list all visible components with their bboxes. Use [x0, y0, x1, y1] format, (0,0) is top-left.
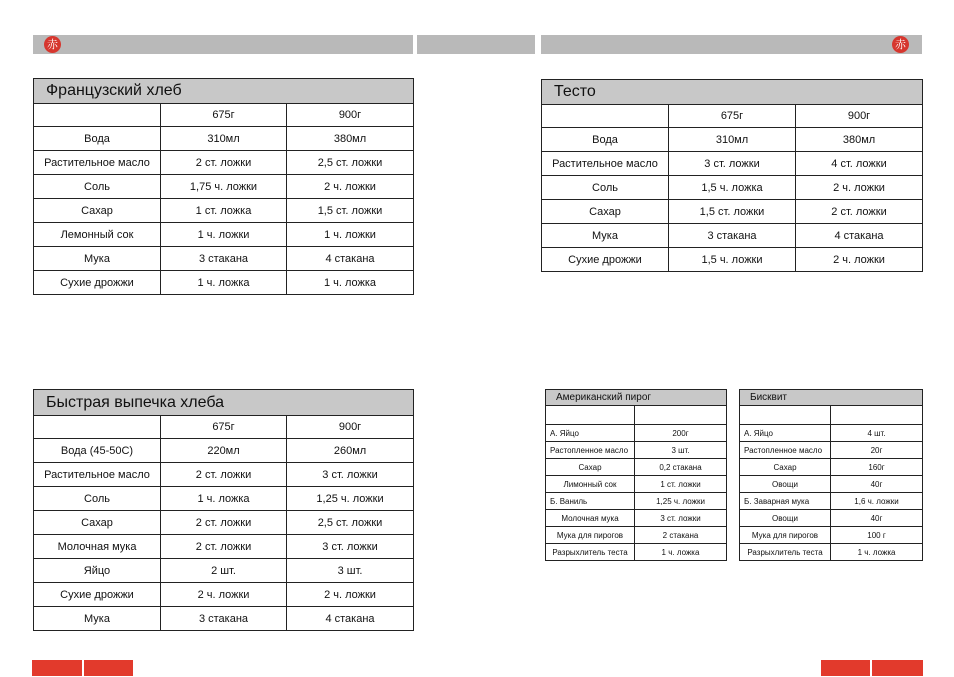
row-value-900: 2,5 ст. ложки	[287, 511, 414, 535]
footer-separator-right	[870, 660, 872, 676]
row-value-675: 3 стакана	[669, 224, 796, 248]
row-value: 40г	[831, 476, 923, 493]
biscuit-table	[739, 389, 923, 561]
row-value-900: 380мл	[796, 128, 923, 152]
row-value-675: 3 стакана	[161, 247, 287, 271]
column-header-900: 900г	[287, 416, 414, 439]
row-label: Молочная мука	[34, 535, 161, 559]
row-label: А. Яйцо	[740, 425, 831, 442]
column-header-675: 675г	[161, 104, 287, 127]
row-label: Б. Заварная мука	[740, 493, 831, 510]
row-value-675: 3 ст. ложки	[669, 152, 796, 176]
row-value: 100 г	[831, 527, 923, 544]
row-value: 1 ст. ложки	[635, 476, 727, 493]
row-label: Мука для пирогов	[740, 527, 831, 544]
row-value-900: 2 ст. ложки	[796, 200, 923, 224]
row-value: 20г	[831, 442, 923, 459]
row-label: Молочная мука	[546, 510, 635, 527]
row-value-675: 2 ст. ложки	[161, 151, 287, 175]
row-label: А. Яйцо	[546, 425, 635, 442]
row-value: 1 ч. ложка	[635, 544, 727, 561]
row-value-900: 4 стакана	[796, 224, 923, 248]
header-cell-empty	[34, 416, 161, 439]
row-value-675: 1 ч. ложки	[161, 223, 287, 247]
row-value-675: 2 ст. ложки	[161, 511, 287, 535]
row-value-675: 1 ст. ложка	[161, 199, 287, 223]
row-value-675: 2 шт.	[161, 559, 287, 583]
row-label: Растительное масло	[542, 152, 669, 176]
row-value-675: 1 ч. ложка	[161, 487, 287, 511]
quick-bread-table	[33, 389, 414, 631]
quick-bread-title: Быстрая выпечка хлеба	[34, 390, 414, 416]
row-label: Вода	[34, 127, 161, 151]
row-value-900: 4 ст. ложки	[796, 152, 923, 176]
row-label: Лемонный сок	[34, 223, 161, 247]
footer-bar-right	[821, 660, 923, 676]
header-cell-empty	[542, 105, 669, 128]
row-value-900: 3 ст. ложки	[287, 463, 414, 487]
row-value-900: 3 шт.	[287, 559, 414, 583]
row-value-675: 1,5 ст. ложки	[669, 200, 796, 224]
row-label: Сахар	[546, 459, 635, 476]
row-label: Овощи	[740, 476, 831, 493]
row-value-900: 2 ч. ложки	[796, 248, 923, 272]
row-value: 160г	[831, 459, 923, 476]
row-label: Мука	[542, 224, 669, 248]
row-value-900: 1,25 ч. ложки	[287, 487, 414, 511]
column-header-675: 675г	[669, 105, 796, 128]
row-label: Растительное масло	[34, 463, 161, 487]
header-bar-left	[33, 35, 413, 54]
row-value: 0,2 стакана	[635, 459, 727, 476]
row-label: Сахар	[740, 459, 831, 476]
row-value: 1 ч. ложка	[831, 544, 923, 561]
row-value-900: 1 ч. ложка	[287, 271, 414, 295]
row-value: 4 шт.	[831, 425, 923, 442]
row-label: Растопленное масло	[740, 442, 831, 459]
dough-table	[541, 79, 923, 272]
row-label: Растопленное масло	[546, 442, 635, 459]
row-label: Сухие дрожжи	[34, 583, 161, 607]
row-value-675: 1,5 ч. ложки	[669, 248, 796, 272]
header-bar-middle	[417, 35, 535, 54]
row-value-675: 2 ст. ложки	[161, 463, 287, 487]
french-bread-title: Французский хлеб	[34, 79, 414, 104]
header-bar-right	[541, 35, 922, 54]
row-label: Яйцо	[34, 559, 161, 583]
row-value: 3 ст. ложки	[635, 510, 727, 527]
row-label: Соль	[542, 176, 669, 200]
row-label: Сухие дрожжи	[34, 271, 161, 295]
footer-separator-left	[82, 660, 84, 676]
column-header-900: 900г	[287, 104, 414, 127]
row-value-900: 1,5 ст. ложки	[287, 199, 414, 223]
row-value: 3 шт.	[635, 442, 727, 459]
row-value-675: 1,75 ч. ложки	[161, 175, 287, 199]
row-label: Сахар	[34, 511, 161, 535]
row-value: 200г	[635, 425, 727, 442]
row-value-675: 2 ч. ложки	[161, 583, 287, 607]
header-cell-empty	[831, 406, 923, 425]
row-value-900: 260мл	[287, 439, 414, 463]
french-bread-table	[33, 78, 414, 295]
row-value-675: 220мл	[161, 439, 287, 463]
row-value-675: 1 ч. ложка	[161, 271, 287, 295]
row-value-900: 1 ч. ложки	[287, 223, 414, 247]
header-cell-empty	[635, 406, 727, 425]
row-label: Мука	[34, 247, 161, 271]
row-value-675: 2 ст. ложки	[161, 535, 287, 559]
column-header-675: 675г	[161, 416, 287, 439]
row-value-900: 2 ч. ложки	[287, 175, 414, 199]
row-label: Сахар	[542, 200, 669, 224]
row-label: Б. Ваниль	[546, 493, 635, 510]
row-value: 2 стакана	[635, 527, 727, 544]
row-label: Соль	[34, 175, 161, 199]
row-label: Вода	[542, 128, 669, 152]
row-value-900: 2 ч. ложки	[796, 176, 923, 200]
logo-left: 赤	[44, 36, 61, 53]
row-label: Соль	[34, 487, 161, 511]
row-value-900: 4 стакана	[287, 247, 414, 271]
row-label: Сухие дрожжи	[542, 248, 669, 272]
header-cell-empty	[740, 406, 831, 425]
row-value-675: 310мл	[669, 128, 796, 152]
row-value-900: 2 ч. ложки	[287, 583, 414, 607]
row-value-900: 3 ст. ложки	[287, 535, 414, 559]
row-value: 40г	[831, 510, 923, 527]
row-label: Разрыхлитель теста	[740, 544, 831, 561]
row-value-900: 4 стакана	[287, 607, 414, 631]
row-value-900: 380мл	[287, 127, 414, 151]
american-pie-title: Американский пирог	[546, 390, 727, 406]
row-label: Лимонный сок	[546, 476, 635, 493]
row-label: Овощи	[740, 510, 831, 527]
column-header-900: 900г	[796, 105, 923, 128]
row-value-675: 310мл	[161, 127, 287, 151]
row-label: Мука для пирогов	[546, 527, 635, 544]
american-pie-table	[545, 389, 727, 561]
row-value-675: 3 стакана	[161, 607, 287, 631]
row-label: Сахар	[34, 199, 161, 223]
row-label: Растительное масло	[34, 151, 161, 175]
biscuit-title: Бисквит	[740, 390, 923, 406]
header-cell-empty	[546, 406, 635, 425]
dough-title: Тесто	[542, 80, 923, 105]
row-value-900: 2,5 ст. ложки	[287, 151, 414, 175]
row-label: Разрыхлитель теста	[546, 544, 635, 561]
header-cell-empty	[34, 104, 161, 127]
row-value: 1,25 ч. ложки	[635, 493, 727, 510]
logo-right: 赤	[892, 36, 909, 53]
row-label: Мука	[34, 607, 161, 631]
row-label: Вода (45-50С)	[34, 439, 161, 463]
row-value-675: 1,5 ч. ложка	[669, 176, 796, 200]
row-value: 1,6 ч. ложки	[831, 493, 923, 510]
